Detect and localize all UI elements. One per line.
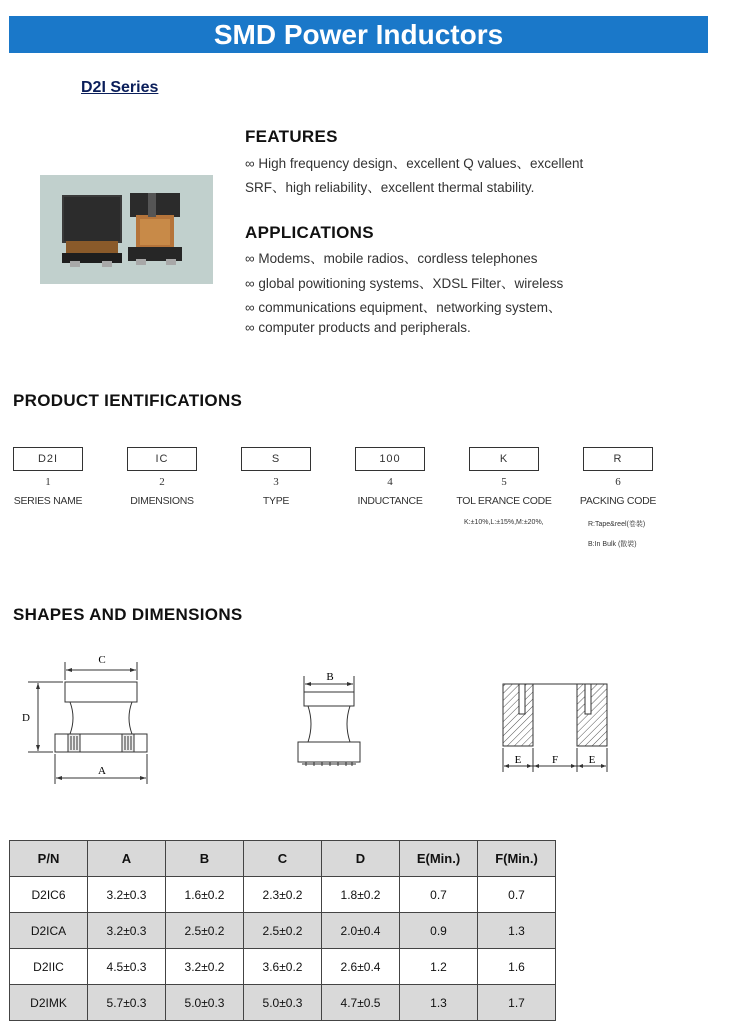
table-cell: 1.7: [478, 985, 556, 1021]
table-cell: 3.2±0.2: [166, 949, 244, 985]
table-cell: 1.2: [400, 949, 478, 985]
dim-label-f: F: [551, 754, 559, 766]
features-line: ∞ High frequency design、excellent Q values、excellent: [245, 156, 584, 171]
table-cell: 4.5±0.3: [88, 949, 166, 985]
table-cell: 3.2±0.3: [88, 913, 166, 949]
applications-line: ∞ computer products and peripherals.: [245, 320, 471, 335]
id-code-box: 100: [355, 447, 425, 471]
id-code-box: S: [241, 447, 311, 471]
table-cell: 2.6±0.4: [322, 949, 400, 985]
id-code-box: K: [469, 447, 539, 471]
dim-label-e: E: [588, 754, 596, 766]
side-view-drawing: [290, 670, 370, 775]
dimensions-table: [9, 840, 556, 1021]
table-row: [10, 985, 556, 1021]
table-cell: 1.6±0.2: [166, 877, 244, 913]
dim-label-c: C: [98, 654, 106, 666]
id-label: INDUCTANCE: [357, 495, 423, 507]
dim-label-b: B: [326, 671, 334, 683]
id-label: DIMENSIONS: [130, 495, 194, 507]
table-header-row: [10, 841, 556, 877]
id-code-box: IC: [127, 447, 197, 471]
table-cell: 3.6±0.2: [244, 949, 322, 985]
column-header: P/N: [10, 841, 88, 877]
table-cell: 2.5±0.2: [166, 913, 244, 949]
shapes-heading: SHAPES AND DIMENSIONS: [13, 605, 243, 624]
product-photo: [40, 175, 213, 284]
table-cell: 5.0±0.3: [166, 985, 244, 1021]
table-cell: 0.7: [400, 877, 478, 913]
table-row: [10, 913, 556, 949]
id-code-box: D2I: [13, 447, 83, 471]
table-cell: 0.9: [400, 913, 478, 949]
id-label: PACKING CODE: [579, 495, 657, 507]
table-cell: 3.2±0.3: [88, 877, 166, 913]
dim-label-e: E: [514, 754, 522, 766]
applications-line: ∞ communications equipment、networking system、: [245, 300, 562, 315]
id-number: 1: [45, 476, 51, 488]
tolerance-note: K:±10%,L:±15%,M:±20%,: [464, 519, 544, 526]
page-title: SMD Power Inductors: [213, 19, 504, 50]
dim-label-a: A: [98, 765, 106, 777]
column-header: C: [244, 841, 322, 877]
packing-note: B:In Bulk (散裝): [588, 541, 637, 548]
id-code-box: R: [583, 447, 653, 471]
column-header: E(Min.): [400, 841, 478, 877]
table-cell: 1.3: [478, 913, 556, 949]
column-header: F(Min.): [478, 841, 556, 877]
features-line: SRF、high reliability、excellent thermal stability.: [245, 180, 535, 195]
table-cell: 2.0±0.4: [322, 913, 400, 949]
column-header: A: [88, 841, 166, 877]
table-cell: D2IC6: [10, 877, 88, 913]
table-cell: D2ICA: [10, 913, 88, 949]
series-title: D2I Series: [81, 79, 159, 96]
id-number: 5: [501, 476, 507, 488]
id-number: 3: [273, 476, 279, 488]
page-banner: [9, 16, 708, 53]
id-number: 6: [615, 476, 621, 488]
packing-note: R:Tape&reel(卷裝): [588, 521, 646, 528]
applications-line: ∞ Modems、mobile radios、cordless telephones: [245, 251, 538, 266]
id-number: 2: [159, 476, 165, 488]
table-cell: 4.7±0.5: [322, 985, 400, 1021]
table-cell: 0.7: [478, 877, 556, 913]
features-heading: FEATURES: [245, 127, 338, 146]
id-label: TOL ERANCE CODE: [456, 495, 552, 507]
cross-section-drawing: [495, 680, 620, 780]
table-cell: 1.3: [400, 985, 478, 1021]
table-cell: 5.0±0.3: [244, 985, 322, 1021]
table-cell: 1.8±0.2: [322, 877, 400, 913]
table-row: [10, 949, 556, 985]
table-cell: 2.5±0.2: [244, 913, 322, 949]
applications-line: ∞ global powitioning systems、XDSL Filter、wireless: [245, 276, 564, 291]
front-view-drawing: [18, 652, 158, 792]
table-cell: 2.3±0.2: [244, 877, 322, 913]
table-row: [10, 877, 556, 913]
dim-label-d: D: [22, 712, 30, 724]
id-label: SERIES NAME: [13, 495, 83, 507]
id-number: 4: [387, 476, 393, 488]
table-cell: 1.6: [478, 949, 556, 985]
column-header: B: [166, 841, 244, 877]
identification-heading: PRODUCT IENTIFICATIONS: [13, 391, 243, 410]
applications-heading: APPLICATIONS: [245, 223, 374, 242]
table-cell: 5.7±0.3: [88, 985, 166, 1021]
column-header: D: [322, 841, 400, 877]
table-cell: D2IMK: [10, 985, 88, 1021]
table-cell: D2IIC: [10, 949, 88, 985]
id-label: TYPE: [262, 495, 290, 507]
